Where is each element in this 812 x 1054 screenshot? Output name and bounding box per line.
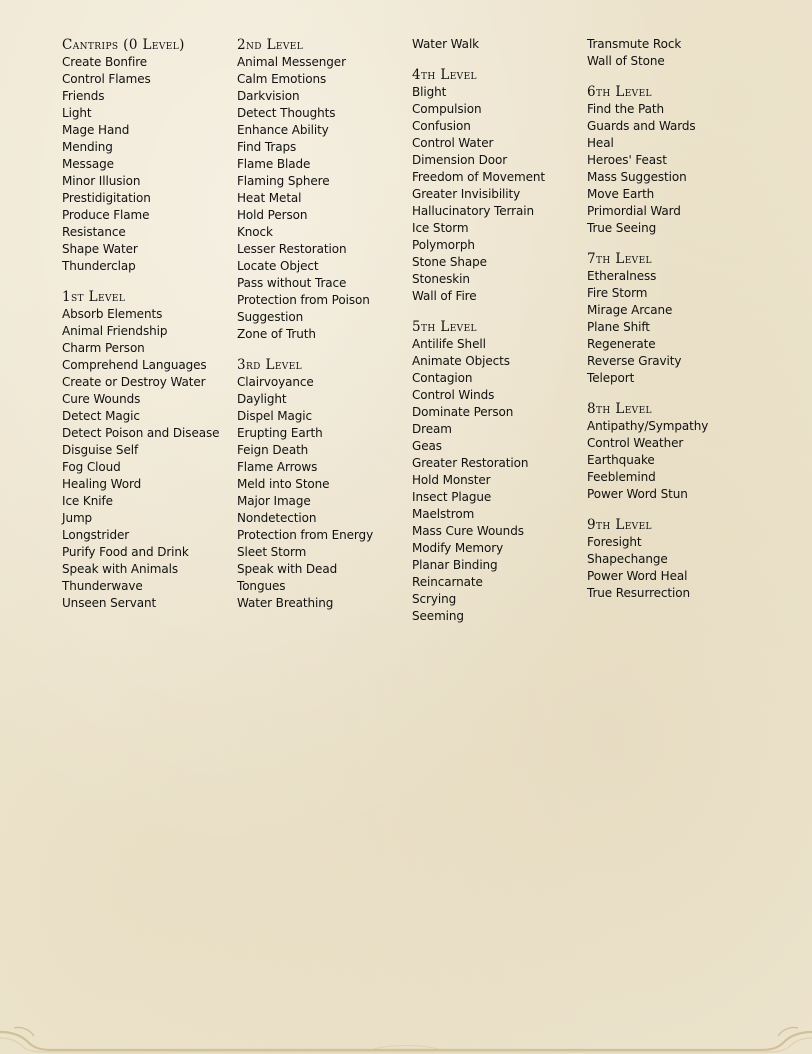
section-heading: Cantrips (0 Level) (62, 37, 185, 53)
section-heading: 5th Level (412, 319, 477, 335)
spell-item: Reincarnate (412, 575, 483, 589)
spell-item: Dream (412, 422, 452, 436)
spell-item: Hallucinatory Terrain (412, 204, 534, 218)
section-heading: 3rd Level (237, 357, 303, 373)
spell-item: Resistance (62, 225, 126, 239)
spell-item: Speak with Dead (237, 562, 338, 576)
spell-item: Scrying (412, 592, 457, 606)
section-heading: 4th Level (412, 67, 477, 83)
spell-item: Detect Poison and Disease (62, 426, 220, 440)
spell-item: Water Walk (412, 37, 480, 51)
spell-item: Zone of Truth (237, 327, 316, 341)
spell-item: Cure Wounds (62, 392, 141, 406)
spell-item: Wall of Fire (412, 289, 477, 303)
spell-item: Erupting Earth (237, 426, 323, 440)
section-3rd-level (237, 356, 407, 612)
spell-item: Darkvision (237, 89, 300, 103)
spell-item: Speak with Animals (62, 562, 178, 576)
spell-item: Guards and Wards (587, 119, 696, 133)
spell-list (587, 418, 757, 503)
spell-item: Detect Magic (62, 409, 140, 423)
section-heading: 1st Level (62, 289, 126, 305)
spell-item: Lesser Restoration (237, 242, 347, 256)
spell-item: Unseen Servant (62, 596, 157, 610)
spell-item: Absorb Elements (62, 307, 163, 321)
spell-item: Compulsion (412, 102, 482, 116)
section-9th-level (587, 516, 757, 602)
spell-item: Ice Storm (412, 221, 469, 235)
spell-list (587, 268, 757, 387)
spell-item: Comprehend Languages (62, 358, 207, 372)
spell-item: Control Weather (587, 436, 684, 450)
spell-item: Seeming (412, 609, 464, 623)
spell-list (412, 84, 582, 305)
spell-item: Knock (237, 225, 273, 239)
spell-item: Etheralness (587, 269, 657, 283)
spell-item: Create Bonfire (62, 55, 148, 69)
spell-item: Antilife Shell (412, 337, 486, 351)
spell-list (587, 101, 757, 237)
spell-item: Water Breathing (237, 596, 334, 610)
section-heading: 8th Level (587, 401, 652, 417)
section-continued (412, 36, 582, 53)
spell-item: Friends (62, 89, 105, 103)
spell-item: Antipathy/Sympathy (587, 419, 709, 433)
section-2nd-level (237, 36, 407, 343)
spell-item: Fire Storm (587, 286, 648, 300)
spell-item: Heal (587, 136, 614, 150)
spell-item: Minor Illusion (62, 174, 141, 188)
spell-item: Mage Hand (62, 123, 130, 137)
spell-item: Hold Monster (412, 473, 491, 487)
section-heading: 9th Level (587, 517, 652, 533)
page-footer-ornament (0, 1008, 812, 1054)
column-1 (62, 36, 232, 612)
spell-item: Flame Arrows (237, 460, 318, 474)
spell-item: Clairvoyance (237, 375, 314, 389)
spell-item: Jump (62, 511, 93, 525)
spell-item: Ice Knife (62, 494, 113, 508)
section-8th-level (587, 400, 757, 503)
spell-item: Dimension Door (412, 153, 508, 167)
spell-item: Geas (412, 439, 442, 453)
column-4 (587, 36, 757, 602)
section-4th-level (412, 66, 582, 305)
section-heading: 6th Level (587, 84, 652, 100)
spell-item: Stoneskin (412, 272, 470, 286)
spell-item: Insect Plague (412, 490, 492, 504)
spell-item: Earthquake (587, 453, 655, 467)
spell-item: Stone Shape (412, 255, 487, 269)
spell-item: Plane Shift (587, 320, 650, 334)
spell-item: Tongues (237, 579, 286, 593)
spell-item: Move Earth (587, 187, 655, 201)
spell-item: Major Image (237, 494, 311, 508)
spell-item: Mirage Arcane (587, 303, 673, 317)
spell-item: Disguise Self (62, 443, 139, 457)
spell-item: Enhance Ability (237, 123, 329, 137)
spell-item: Heroes' Feast (587, 153, 667, 167)
spell-item: Greater Restoration (412, 456, 529, 470)
section-6th-level (587, 83, 757, 237)
spell-item: Charm Person (62, 341, 145, 355)
spell-item: Wall of Stone (587, 54, 665, 68)
spell-item: Power Word Heal (587, 569, 688, 583)
spell-item: Shapechange (587, 552, 668, 566)
spell-item: Flaming Sphere (237, 174, 330, 188)
spell-item: Modify Memory (412, 541, 504, 555)
spell-item: Reverse Gravity (587, 354, 682, 368)
section-cantrips-0-level (62, 36, 232, 275)
spell-item: Transmute Rock (587, 37, 682, 51)
spell-item: Flame Blade (237, 157, 311, 171)
spell-item: Heat Metal (237, 191, 302, 205)
spell-item: Greater Invisibility (412, 187, 521, 201)
spell-item: Locate Object (237, 259, 319, 273)
spell-item: Longstrider (62, 528, 130, 542)
spell-item: Dispel Magic (237, 409, 313, 423)
spell-list (62, 306, 232, 612)
spell-item: Foresight (587, 535, 642, 549)
spell-item: Sleet Storm (237, 545, 307, 559)
spell-item: Suggestion (237, 310, 304, 324)
spell-item: Primordial Ward (587, 204, 681, 218)
section-heading: 7th Level (587, 251, 652, 267)
spell-item: Message (62, 157, 114, 171)
spell-item: Detect Thoughts (237, 106, 336, 120)
spell-item: Animal Friendship (62, 324, 168, 338)
section-1st-level (62, 288, 232, 612)
section-heading: 2nd Level (237, 37, 304, 53)
spell-item: Maelstrom (412, 507, 475, 521)
spell-item: Power Word Stun (587, 487, 688, 501)
spell-item: Prestidigitation (62, 191, 151, 205)
spell-item: Planar Binding (412, 558, 498, 572)
spell-item: Control Water (412, 136, 494, 150)
spell-item: Calm Emotions (237, 72, 327, 86)
spell-item: Mass Cure Wounds (412, 524, 524, 538)
spell-item: Purify Food and Drink (62, 545, 189, 559)
spell-item: Healing Word (62, 477, 142, 491)
spell-item: Confusion (412, 119, 471, 133)
spell-item: Mending (62, 140, 113, 154)
spell-list (587, 534, 757, 602)
spell-item: Feign Death (237, 443, 309, 457)
spell-item: Fog Cloud (62, 460, 121, 474)
spell-item: Control Winds (412, 388, 495, 402)
spell-item: Teleport (587, 371, 635, 385)
spell-item: Create or Destroy Water (62, 375, 206, 389)
spell-item: Meld into Stone (237, 477, 330, 491)
spell-item: Protection from Energy (237, 528, 374, 542)
spell-list (237, 374, 407, 612)
spell-item: Contagion (412, 371, 473, 385)
section-7th-level (587, 250, 757, 387)
spell-list (587, 36, 757, 70)
spell-item: True Seeing (587, 221, 657, 235)
spell-item: Control Flames (62, 72, 151, 86)
section-5th-level (412, 318, 582, 625)
section-continued (587, 36, 757, 70)
spell-item: Freedom of Movement (412, 170, 545, 184)
spell-item: Nondetection (237, 511, 317, 525)
spell-item: Hold Person (237, 208, 308, 222)
spell-item: Find the Path (587, 102, 664, 116)
spell-item: Thunderclap (62, 259, 136, 273)
spell-list (412, 336, 582, 625)
spell-item: Produce Flame (62, 208, 150, 222)
spell-list (237, 54, 407, 343)
spell-item: Polymorph (412, 238, 475, 252)
spell-item: Find Traps (237, 140, 297, 154)
spell-item: Blight (412, 85, 447, 99)
spell-item: Daylight (237, 392, 287, 406)
spell-list (412, 36, 582, 53)
spell-item: Mass Suggestion (587, 170, 687, 184)
spell-item: Dominate Person (412, 405, 514, 419)
spell-item: Light (62, 106, 92, 120)
spell-item: Shape Water (62, 242, 138, 256)
spell-item: Animate Objects (412, 354, 510, 368)
spell-item: True Resurrection (587, 586, 691, 600)
spell-item: Pass without Trace (237, 276, 347, 290)
column-3 (412, 36, 582, 625)
spell-item: Protection from Poison (237, 293, 370, 307)
column-2 (237, 36, 407, 612)
spell-list (62, 54, 232, 275)
spell-item: Animal Messenger (237, 55, 346, 69)
spell-item: Thunderwave (62, 579, 143, 593)
spell-item: Regenerate (587, 337, 656, 351)
spell-item: Feeblemind (587, 470, 656, 484)
